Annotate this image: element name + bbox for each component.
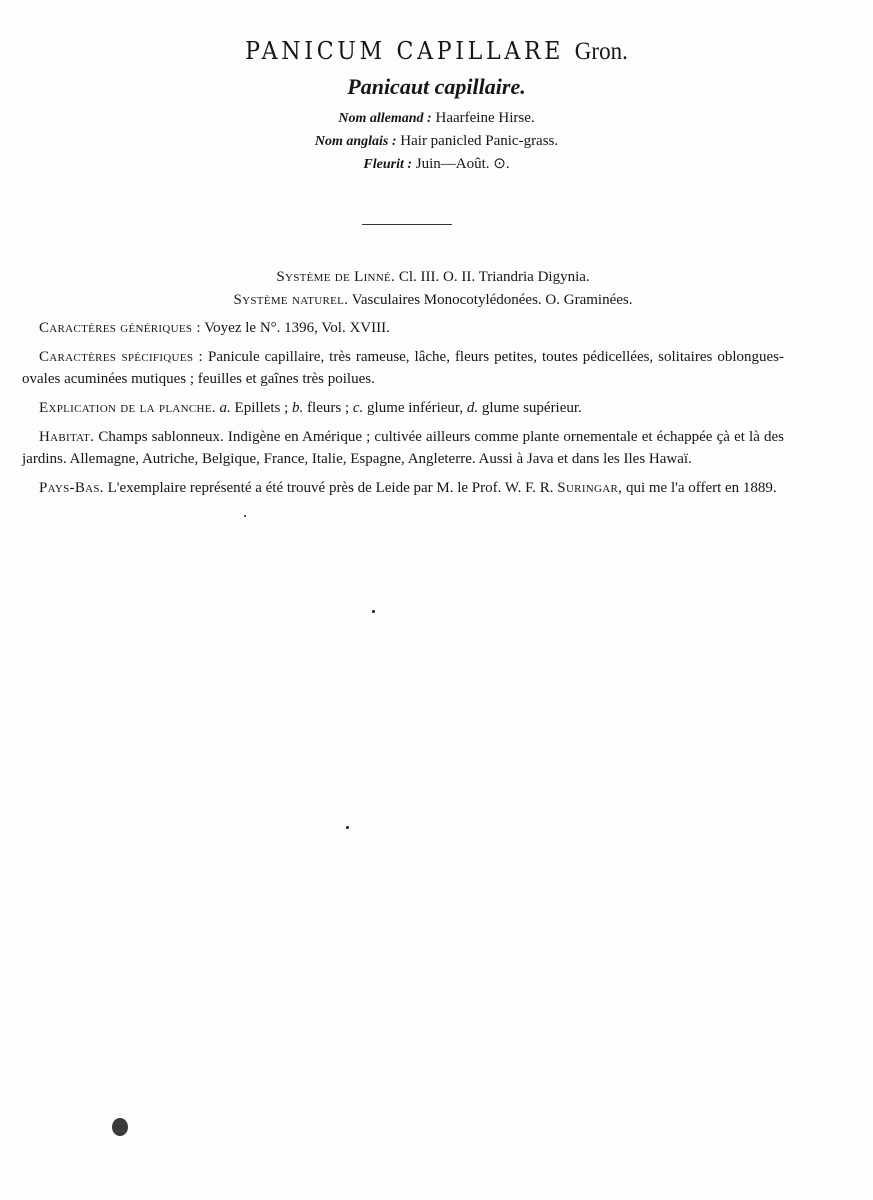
habitat-value: Champs sablonneux. Indigène en Amérique ; cultivée ailleurs comme plante ornementale et échappée çà et là des jardins. Allemagne, Autriche, Belgique, France, Italie, Espagne, Angleterre. Aussi à Java et dans les Iles Hawaï. xyxy=(22,429,785,467)
description-body xyxy=(22,266,784,506)
linne-system-label: Système de Linné. xyxy=(276,269,396,285)
netherlands-value: L'exemplaire représenté a été trouvé près de Leide par M. le Prof. W. F. R. xyxy=(107,480,554,496)
natural-system-label: Système naturel. xyxy=(233,292,349,308)
plate-key-c-text: glume inférieur, xyxy=(367,400,464,416)
flowering-value: Juin—Août. ⊙. xyxy=(415,156,510,172)
plate-explanation xyxy=(22,397,784,419)
generic-characters-value: Voyez le N°. 1396, Vol. XVIII. xyxy=(204,320,390,336)
plate-explanation-label: Explication de la planche. xyxy=(39,400,216,416)
ink-speck xyxy=(244,515,246,517)
specific-characters-label: Caractères spécifiques : xyxy=(39,349,203,365)
plate-key-a-text: Epillets ; xyxy=(234,400,289,416)
plate-key-d-text: glume supérieur. xyxy=(481,400,582,416)
german-name-line xyxy=(0,107,873,130)
flowering-line xyxy=(0,153,873,176)
linne-system-value: Cl. III. O. II. Triandria Digynia. xyxy=(398,269,590,285)
english-name-line xyxy=(0,130,873,153)
flowering-label: Fleurit : xyxy=(363,157,413,172)
page-header xyxy=(0,34,873,176)
collector-name: Suringar, xyxy=(557,480,623,496)
german-name-label: Nom allemand : xyxy=(338,111,432,126)
ink-blot xyxy=(112,1118,128,1136)
english-name-value: Hair panicled Panic-grass. xyxy=(400,133,559,149)
netherlands-label: Pays-Bas. xyxy=(39,480,104,496)
habitat-paragraph xyxy=(22,426,784,470)
plate-key-d: d. xyxy=(466,400,479,416)
plate-key-b: b. xyxy=(292,400,304,416)
natural-system-line xyxy=(22,289,784,311)
genus-species-name: PANICUM CAPILLARE xyxy=(245,37,565,65)
specific-characters-value: Panicule capillaire, très rameuse, lâche, fleurs petites, toutes pédicellées, solitaires oblongues-ovales acuminées mutiques ; feuilles et gaînes très poilues. xyxy=(22,349,784,387)
german-name-value: Haarfeine Hirse. xyxy=(435,110,535,126)
section-divider xyxy=(362,224,452,225)
habitat-label: Habitat. xyxy=(39,429,95,445)
netherlands-end: qui me l'a offert en 1889. xyxy=(625,480,777,496)
ink-speck xyxy=(372,610,375,613)
author-abbrev: Gron. xyxy=(574,38,628,65)
plate-key-a: a. xyxy=(219,400,231,416)
plate-key-b-text: fleurs ; xyxy=(307,400,350,416)
natural-system-value: Vasculaires Monocotylédonées. O. Graminées. xyxy=(351,292,633,308)
french-name: Panicaut capillaire. xyxy=(347,74,526,99)
specific-characters xyxy=(22,346,784,390)
species-title xyxy=(35,34,838,69)
english-name-label: Nom anglais : xyxy=(314,134,397,149)
plate-key-c: c. xyxy=(352,400,364,416)
linne-system-line xyxy=(22,266,784,288)
ink-speck xyxy=(346,826,349,829)
netherlands-paragraph xyxy=(22,477,784,499)
generic-characters xyxy=(22,317,784,339)
generic-characters-label: Caractères génériques : xyxy=(39,320,201,336)
